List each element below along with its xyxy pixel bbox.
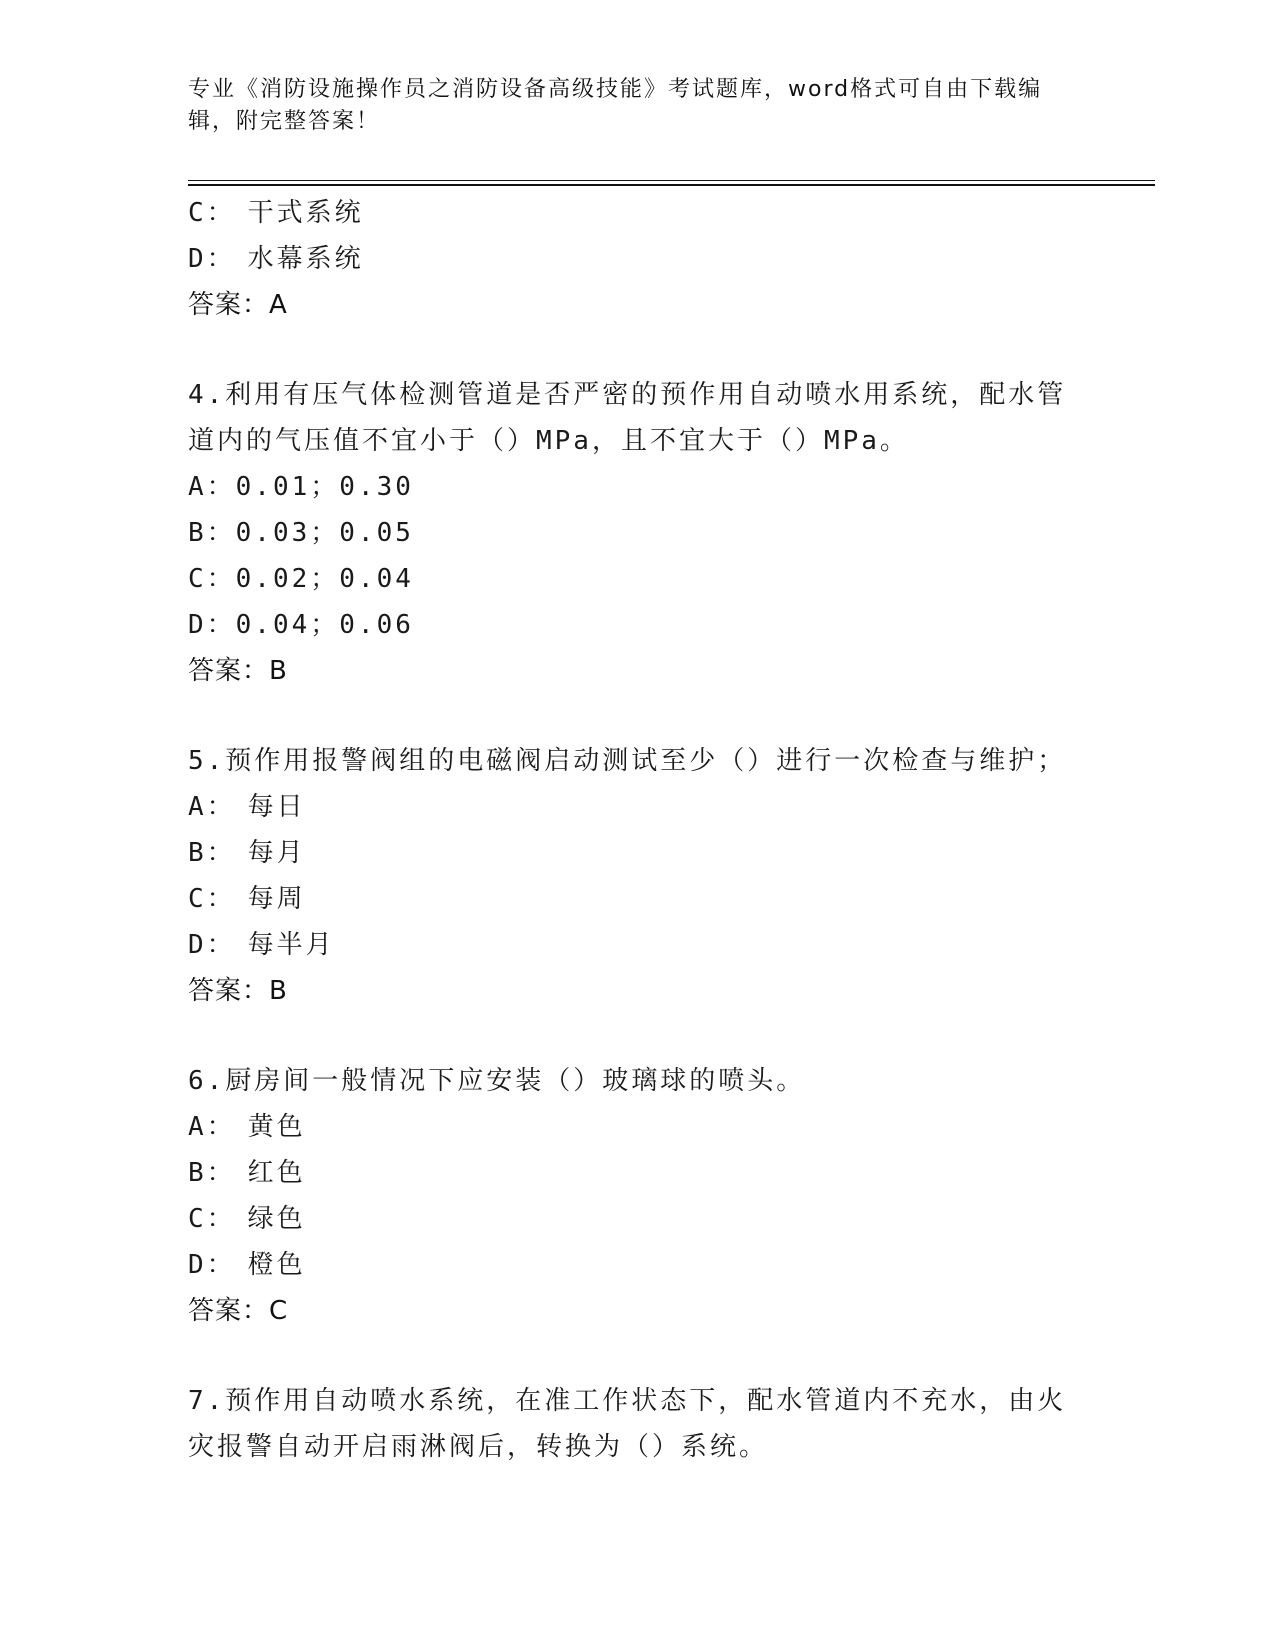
- option-a: [188, 1104, 1088, 1150]
- option-key: D：: [188, 244, 236, 274]
- option-d: [188, 602, 1088, 648]
- option-text: 红色: [247, 1158, 306, 1188]
- option-c: [188, 190, 1088, 236]
- question-3-continued: [188, 190, 1088, 328]
- question-4: [188, 372, 1088, 694]
- header-divider-thick: [188, 184, 1155, 186]
- option-text: 干式系统: [247, 198, 364, 228]
- option-key: D：: [188, 610, 236, 640]
- question-7: [188, 1378, 1088, 1470]
- option-text: 0.02；0.04: [235, 564, 414, 594]
- answer-line: 答案：C: [188, 1296, 289, 1326]
- option-text: 绿色: [247, 1204, 306, 1234]
- question-text-line: 道内的气压值不宜小于（）MPa，且不宜大于（）MPa。: [188, 426, 909, 456]
- answer-line: 答案：A: [188, 290, 288, 320]
- option-c: [188, 876, 1088, 922]
- option-text: 黄色: [247, 1112, 306, 1142]
- question-text-line: 5.预作用报警阀组的电磁阀启动测试至少（）进行一次检查与维护；: [188, 746, 1067, 776]
- question-text-line: 4.利用有压气体检测管道是否严密的预作用自动喷水用系统，配水管: [188, 380, 1067, 410]
- option-c: [188, 1196, 1088, 1242]
- option-key: C：: [188, 1204, 236, 1234]
- option-key: A：: [188, 1112, 236, 1142]
- option-key: C：: [188, 564, 236, 594]
- option-b: [188, 510, 1088, 556]
- answer-line: 答案：B: [188, 976, 288, 1006]
- option-d: [188, 236, 1088, 282]
- option-key: B：: [188, 518, 236, 548]
- option-d: [188, 1242, 1088, 1288]
- option-key: D：: [188, 1250, 236, 1280]
- option-text: 每半月: [247, 930, 335, 960]
- header-line-2: 辑，附完整答案！: [188, 109, 381, 134]
- header-line-1: 专业《消防设施操作员之消防设备高级技能》考试题库，word格式可自由下载编: [188, 77, 1043, 102]
- option-key: C：: [188, 198, 236, 228]
- question-text-line: 6.厨房间一般情况下应安装（）玻璃球的喷头。: [188, 1066, 806, 1096]
- option-key: C：: [188, 884, 236, 914]
- document-header: [188, 74, 1068, 138]
- option-text: 橙色: [247, 1250, 306, 1280]
- option-d: [188, 922, 1088, 968]
- option-key: B：: [188, 838, 236, 868]
- question-6: [188, 1058, 1088, 1334]
- header-divider-thin: [188, 180, 1155, 181]
- option-text: 每周: [247, 884, 306, 914]
- answer-line: 答案：B: [188, 656, 288, 686]
- option-text: 0.01；0.30: [235, 472, 414, 502]
- question-text-line: 7.预作用自动喷水系统，在准工作状态下，配水管道内不充水，由火: [188, 1386, 1067, 1416]
- question-5: [188, 738, 1088, 1014]
- option-text: 0.04；0.06: [235, 610, 414, 640]
- option-text: 0.03；0.05: [235, 518, 414, 548]
- option-b: [188, 830, 1088, 876]
- option-c: [188, 556, 1088, 602]
- option-key: D：: [188, 930, 236, 960]
- option-a: [188, 464, 1088, 510]
- option-text: 每日: [247, 792, 306, 822]
- option-a: [188, 784, 1088, 830]
- option-b: [188, 1150, 1088, 1196]
- option-key: A：: [188, 792, 236, 822]
- option-key: A：: [188, 472, 236, 502]
- option-text: 水幕系统: [247, 244, 364, 274]
- question-list: [188, 190, 1088, 1470]
- option-text: 每月: [247, 838, 306, 868]
- question-text-line: 灾报警自动开启雨淋阀后，转换为（）系统。: [188, 1432, 769, 1462]
- option-key: B：: [188, 1158, 236, 1188]
